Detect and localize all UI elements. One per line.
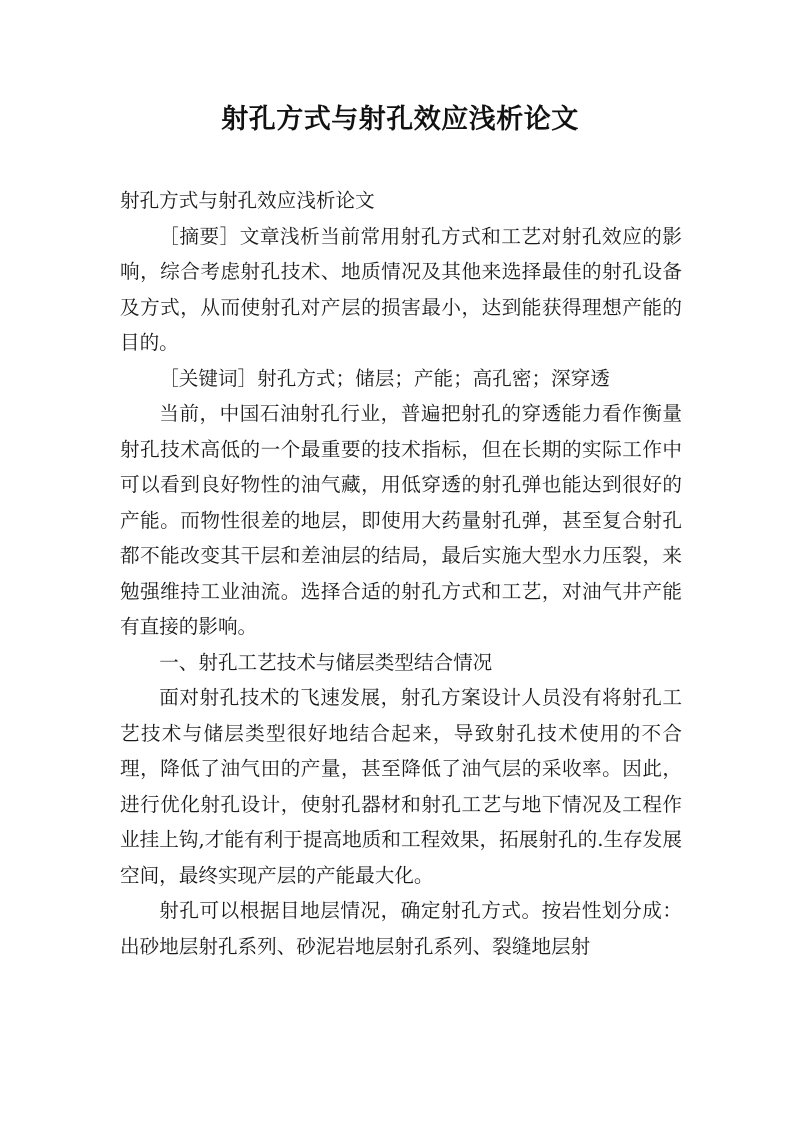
paragraph-section-1-continued: 射孔可以根据目地层情况，确定射孔方式。按岩性划分成：出砂地层射孔系列、砂泥岩地层射孔系列、裂缝地层射 [120, 899, 682, 958]
paragraph-keywords: ［关键词］射孔方式；储层；产能；高孔密；深穿透 [159, 366, 610, 390]
section-heading-1: 一、射孔工艺技术与储层类型结合情况 [159, 650, 493, 674]
paragraph-subtitle: 射孔方式与射孔效应浅析论文 [120, 189, 375, 212]
paragraph-abstract: ［摘要］文章浅析当前常用射孔方式和工艺对射孔效应的影响，综合考虑射孔技术、地质情况及其他来选择最佳的射孔设备及方式，从而使射孔对产层的损害最小，达到能获得理想产能的目的。 [120, 224, 682, 354]
paragraph-section-1: 面对射孔技术的飞速发展，射孔方案设计人员没有将射孔工艺技术与储层类型很好地结合起来，导致射孔技术使用的不合理，降低了油气田的产量，甚至降低了油气层的采收率。因此，进行优化射孔设计，使射孔器材和射孔工艺与地下情况及工程作业挂上钩,才能有利于提高地质和工程效果，拓展射孔的.生存发展空间，最终实现产层的产能最大化。 [120, 686, 682, 887]
document-body [120, 183, 682, 964]
paragraph-introduction: 当前，中国石油射孔行业，普遍把射孔的穿透能力看作衡量射孔技术高低的一个最重要的技术指标，但在长期的实际工作中可以看到良好物性的油气藏，用低穿透的射孔弹也能达到很好的产能。而物性很差的地层，即使用大药量射孔弹，甚至复合射孔都不能改变其干层和差油层的结局，最后实施大型水力压裂，来勉强维持工业油流。选择合适的射孔方式和工艺，对油气井产能有直接的影响。 [120, 402, 682, 638]
document-title: 射孔方式与射孔效应浅析论文 [221, 104, 579, 135]
